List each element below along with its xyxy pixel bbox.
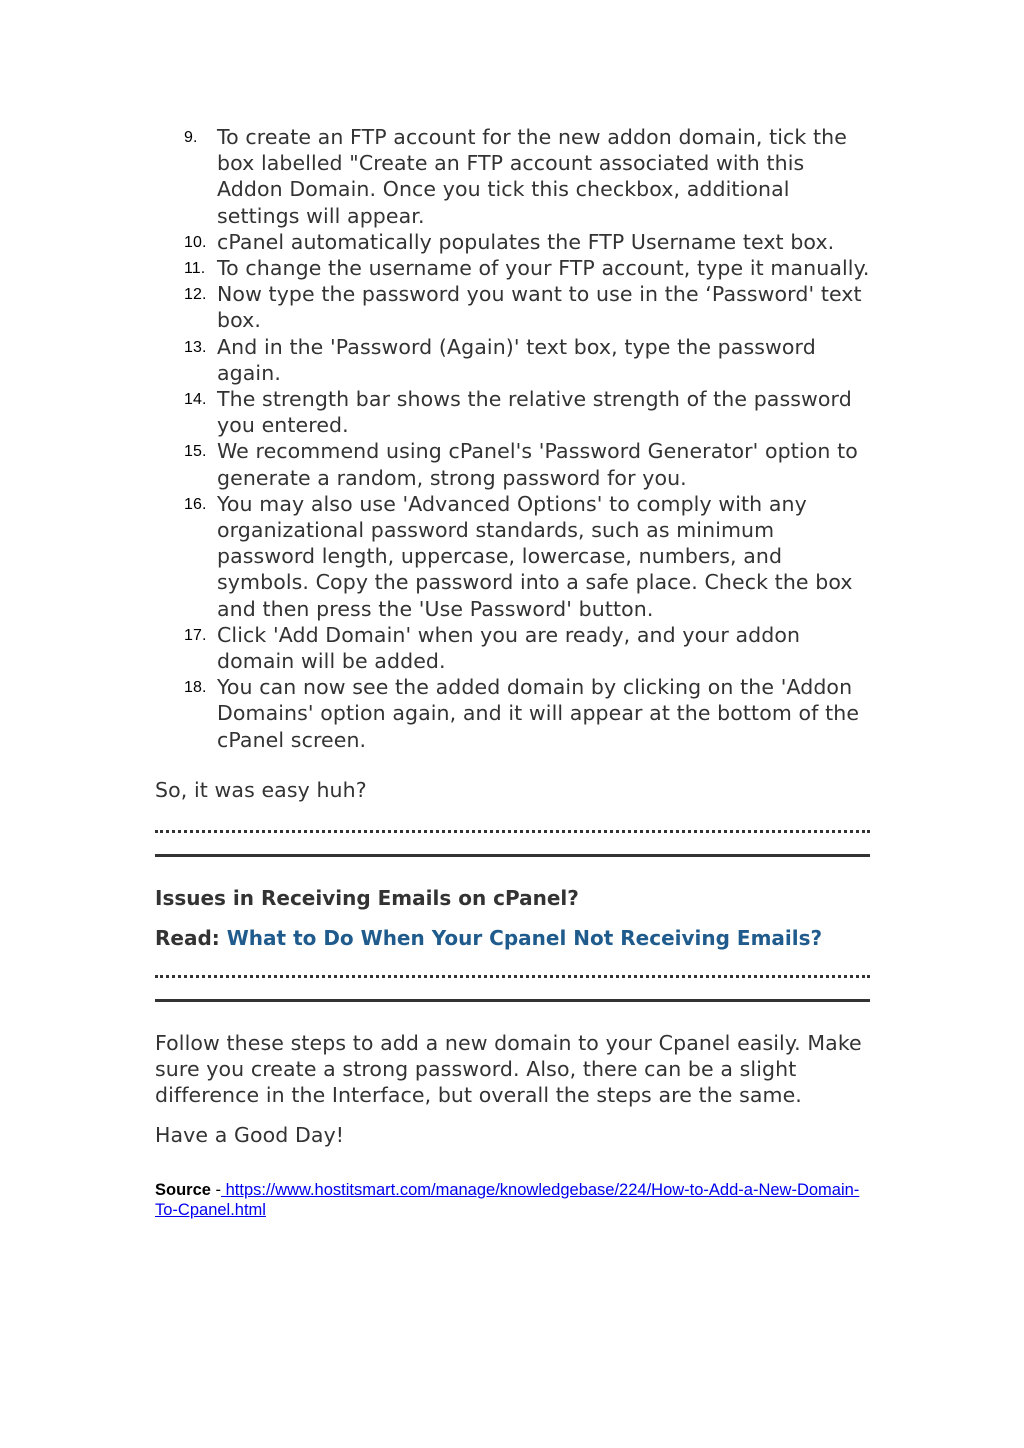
- step-number: 15.: [184, 443, 207, 461]
- list-item: [155, 334, 870, 386]
- goodbye-text: Have a Good Day!: [155, 1122, 345, 1147]
- easy-text: So, it was easy huh?: [155, 777, 367, 802]
- step-number: 18.: [184, 679, 207, 697]
- step-number: 9.: [184, 129, 198, 146]
- follow-paragraph: Follow these steps to add a new domain to your Cpanel easily. Make sure you create a strong password. Also, there can be a slight difference in the Interface, but overall the steps are the same.: [155, 1031, 862, 1108]
- step-number: 10.: [184, 233, 207, 251]
- list-item: [155, 622, 870, 674]
- step-number: 17.: [184, 626, 207, 644]
- source-line: [155, 1180, 870, 1221]
- step-text: To create an FTP account for the new addon domain, tick the box labelled "Create an FTP account associated with this Addon Domain. Once you tick this checkbox, additional settings will appear.: [217, 125, 847, 228]
- step-text: And in the 'Password (Again)' text box, type the password again.: [217, 334, 816, 385]
- step-text: You can now see the added domain by clicking on the 'Addon Domains' option again, and it will appear at the bottom of the cPanel screen.: [217, 675, 860, 752]
- steps-list: [155, 124, 870, 753]
- solid-divider: [155, 999, 870, 1002]
- list-item: [155, 386, 870, 438]
- issues-heading: Issues in Receiving Emails on cPanel?: [155, 886, 579, 911]
- dotted-divider: [155, 975, 870, 978]
- list-item: [155, 124, 870, 229]
- step-text: cPanel automatically populates the FTP Username text box.: [217, 229, 835, 254]
- dotted-divider: [155, 830, 870, 833]
- step-text: We recommend using cPanel's 'Password Generator' option to generate a random, strong password for you.: [217, 439, 858, 490]
- source-separator: -: [215, 1180, 222, 1199]
- list-item: [155, 281, 870, 333]
- list-item: [155, 229, 870, 255]
- step-text: Click 'Add Domain' when you are ready, and your addon domain will be added.: [217, 622, 801, 674]
- step-text: The strength bar shows the relative strength of the password you entered.: [217, 387, 852, 438]
- step-number: 16.: [184, 495, 207, 513]
- step-text: You may also use 'Advanced Options' to comply with any organizational password standards, such as minimum password length, uppercase, lowercase, numbers, and symbols. Copy the password into a safe place. Check the box and then press the 'Use Password' button.: [217, 491, 853, 621]
- solid-divider: [155, 854, 870, 857]
- list-item: [155, 674, 870, 753]
- source-link[interactable]: https://www.hostitsmart.com/manage/knowledgebase/224/How-to-Add-a-New-Domain-To-Cpanel.html: [155, 1180, 860, 1220]
- read-line: [155, 925, 870, 951]
- list-item: [155, 255, 870, 281]
- read-prefix: Read:: [155, 926, 220, 951]
- step-number: 11.: [184, 260, 206, 278]
- read-link[interactable]: What to Do When Your Cpanel Not Receiving Emails?: [226, 926, 823, 951]
- step-text: To change the username of your FTP account, type it manually.: [217, 256, 870, 281]
- source-label: Source: [155, 1180, 211, 1199]
- list-item: [155, 491, 870, 622]
- step-number: 12.: [184, 286, 207, 304]
- list-item: [155, 438, 870, 490]
- step-number: 14.: [184, 391, 207, 409]
- document-page: [155, 124, 870, 1237]
- step-text: Now type the password you want to use in the ‘Password' text box.: [217, 282, 862, 333]
- step-number: 13.: [184, 338, 207, 356]
